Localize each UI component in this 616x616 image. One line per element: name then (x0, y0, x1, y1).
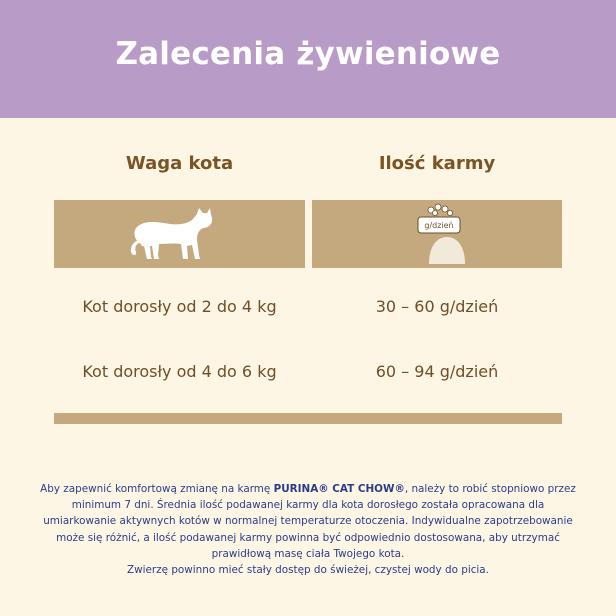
icon-band-right (312, 200, 562, 268)
row-2-weight: Kot dorosły od 4 do 6 kg (82, 362, 277, 381)
cat-silhouette-icon (54, 200, 305, 268)
header-banner (0, 0, 616, 118)
footnote-water: Zwierzę powinno mieć stały dostęp do świeżej, czystej wody do picia. (127, 564, 489, 577)
bowl-label: g/dzień (424, 221, 454, 230)
column-header-amount: Ilość karmy (378, 153, 496, 174)
icon-band-left (54, 200, 305, 268)
column-header-weight: Waga kota (125, 153, 234, 174)
footnote-text-1: Aby zapewnić komfortową zmianę na karmę (40, 483, 274, 495)
page-title: Zalecenia żywieniowe (115, 36, 501, 72)
footnote-text-2: , należy to robić stopniowo przez minimum 7 dni. Średnia ilość podawanej karmy dla kota dorosłego została opracowana dla umiarkowanie aktywnych kotów w normalnej temperaturze otoczenia. Indywidualne zapotrzebowanie może się różnić, a ilość podawanej karmy powinna być odpowiednio dostosowana, aby utrzymać prawidłową masę ciała Twojego kota. (43, 483, 576, 560)
row-1-weight: Kot dorosły od 2 do 4 kg (82, 297, 277, 316)
row-1-amount: 30 – 60 g/dzień (375, 297, 499, 316)
brand-name: PURINA® CAT CHOW® (273, 483, 405, 495)
table-bottom-rule (54, 413, 562, 424)
footnote-paragraph (40, 481, 576, 562)
food-bowl-icon (312, 200, 562, 268)
footnote (40, 481, 576, 578)
row-2-amount: 60 – 94 g/dzień (375, 362, 499, 381)
